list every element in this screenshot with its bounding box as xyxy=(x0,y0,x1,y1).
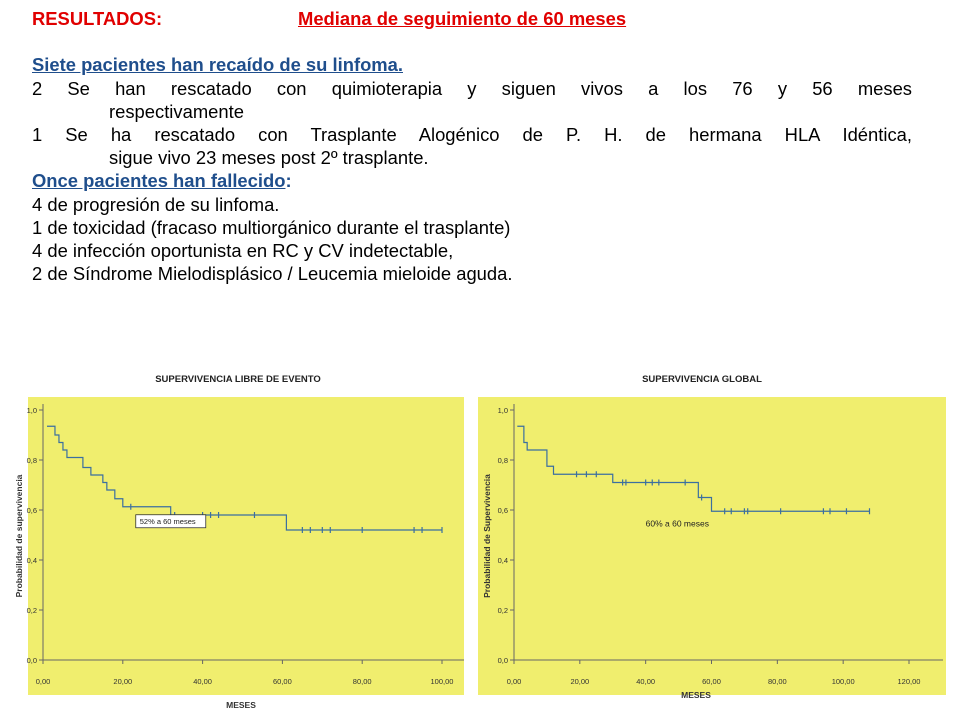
death-heading-line xyxy=(32,169,912,192)
y-axis-label: Probabilidad de Supervivencia xyxy=(482,474,492,598)
death-item-2: 1 de toxicidad (fracaso multiorgánico durante el trasplante) xyxy=(32,216,511,238)
y-tick-label: 0,6 xyxy=(497,506,508,515)
death-heading: Once pacientes han fallecido xyxy=(32,170,286,192)
results-label: RESULTADOS: xyxy=(32,8,163,29)
y-tick-label: 0,0 xyxy=(26,656,37,665)
overall-survival-chart xyxy=(468,360,946,720)
x-tick-label: 80,00 xyxy=(352,677,372,686)
blank-line xyxy=(32,30,912,53)
x-tick-label: 20,00 xyxy=(570,677,590,686)
x-tick-label: 80,00 xyxy=(767,677,787,686)
y-tick-label: 1,0 xyxy=(497,406,508,415)
y-tick-label: 0,6 xyxy=(26,506,37,515)
x-tick-label: 40,00 xyxy=(636,677,656,686)
x-tick-label: 0,00 xyxy=(35,677,51,686)
x-axis-label: MESES xyxy=(226,700,256,710)
x-tick-label: 20,00 xyxy=(113,677,133,686)
x-tick-label: 100,00 xyxy=(430,677,454,686)
annotation-label: 60% a 60 meses xyxy=(645,518,709,529)
relapse-heading: Siete pacientes han recaído de su linfoma. xyxy=(32,54,403,76)
x-tick-label: 60,00 xyxy=(273,677,292,686)
results-text xyxy=(32,7,912,285)
y-tick-label: 1,0 xyxy=(26,406,37,415)
y-tick-label: 0,8 xyxy=(497,456,508,465)
event-free-survival-chart xyxy=(0,360,470,720)
relapse-item-2-cont: sigue vivo 23 meses post 2º trasplante. xyxy=(109,147,429,169)
relapse-item-1: 2 Se han rescatado con quimioterapia y siguen vivos a los 76 y 56 meses xyxy=(32,77,912,99)
y-tick-label: 0,8 xyxy=(26,456,37,465)
x-tick-label: 40,00 xyxy=(193,677,212,686)
plot-background xyxy=(478,397,946,695)
y-tick-label: 0,0 xyxy=(497,656,508,665)
y-tick-label: 0,4 xyxy=(26,556,37,565)
x-tick-label: 100,00 xyxy=(831,677,855,686)
y-tick-label: 0,4 xyxy=(497,556,508,565)
relapse-item-1-cont: respectivamente xyxy=(109,100,244,122)
chart-title: SUPERVIVENCIA GLOBAL xyxy=(642,374,762,385)
relapse-heading-line xyxy=(32,53,912,76)
annotation-label: 52% a 60 meses xyxy=(139,516,196,526)
relapse-item-2: 1 Se ha rescatado con Trasplante Alogénico de P. H. de hermana HLA Idéntica, xyxy=(32,124,912,145)
event-free-survival-svg xyxy=(0,360,470,720)
chart-title: SUPERVIVENCIA LIBRE DE EVENTO xyxy=(155,374,321,385)
death-heading-colon: : xyxy=(285,170,292,192)
y-tick-label: 0,2 xyxy=(26,606,37,615)
plot-background xyxy=(28,397,464,695)
overall-survival-svg xyxy=(468,360,946,720)
median-followup: Mediana de seguimiento de 60 meses xyxy=(298,8,627,29)
x-tick-label: 120,00 xyxy=(897,677,921,686)
x-axis-label: MESES xyxy=(681,690,711,700)
death-item-3: 4 de infección oportunista en RC y CV indetectable, xyxy=(32,240,454,262)
y-tick-label: 0,2 xyxy=(497,606,508,615)
death-item-1: 4 de progresión de su linfoma. xyxy=(32,193,280,215)
y-axis-label: Probabilidad de supervivencia xyxy=(14,474,24,598)
death-item-4: 2 de Síndrome Mielodisplásico / Leucemia mieloide aguda. xyxy=(32,263,513,285)
results-heading-line xyxy=(32,7,912,30)
x-tick-label: 60,00 xyxy=(702,677,721,686)
x-tick-label: 0,00 xyxy=(506,677,522,686)
